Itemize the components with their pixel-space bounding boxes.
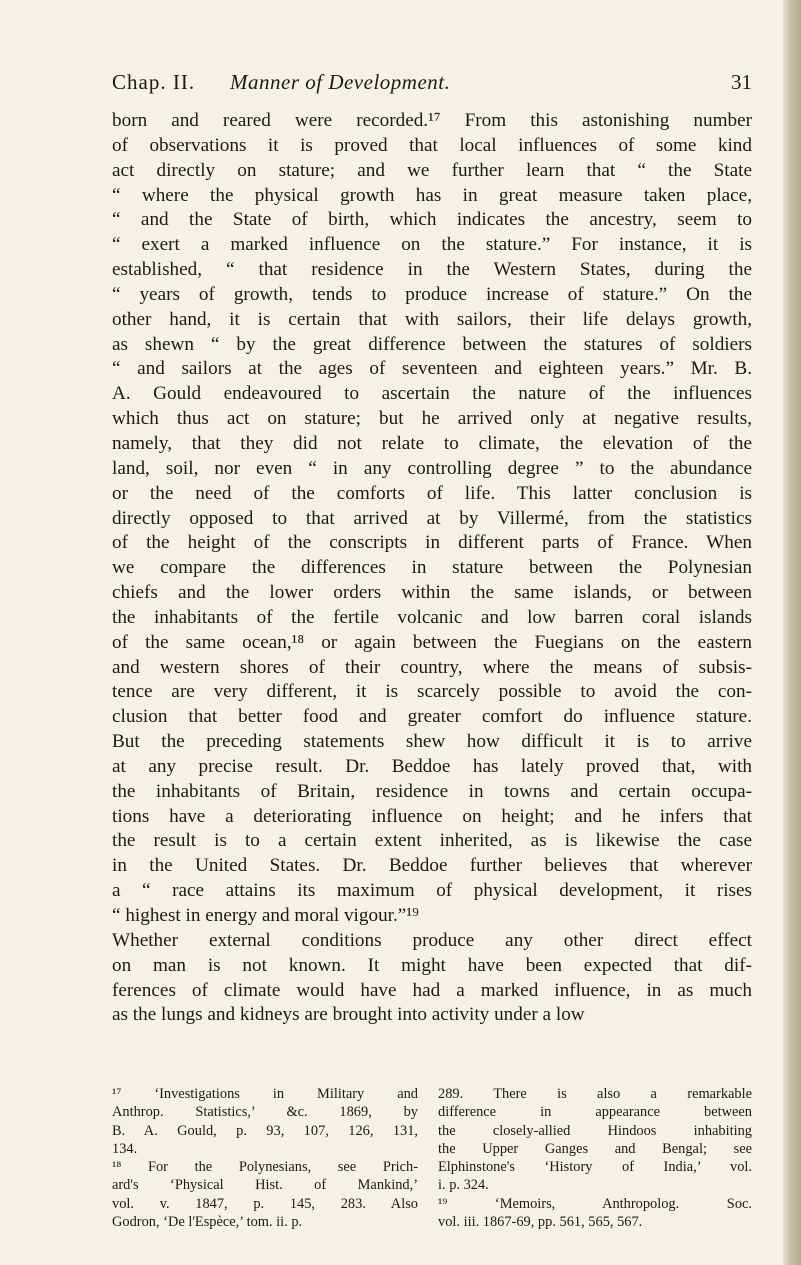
text-line: “ and the State of birth, which indicates the ancestry, seem to bbox=[112, 209, 752, 231]
text-line: act directly on stature; and we further learn that “ the State bbox=[112, 159, 752, 181]
text-line: “ where the physical growth has in great measure taken place, bbox=[112, 184, 752, 206]
footnote-line: vol. iii. 1867-69, pp. 561, 565, 567. bbox=[438, 1214, 643, 1231]
text-line: “ and sailors at the ages of seventeen and eighteen years.” Mr. B. bbox=[112, 358, 752, 380]
text-line: of the height of the conscripts in different parts of France. When bbox=[112, 532, 752, 554]
footnote-line: 134. bbox=[112, 1140, 138, 1157]
footnote-line: B. A. Gould, p. 93, 107, 126, 131, bbox=[112, 1122, 418, 1139]
footnote-line: ard's ‘Physical Hist. of Mankind,’ bbox=[112, 1177, 418, 1194]
text-line: land, soil, nor even “ in any controlling degree ” to the abundance bbox=[112, 457, 752, 479]
text-line: established, “ that residence in the Western States, during the bbox=[112, 259, 752, 281]
footnote-line: 289. There is also a remarkable bbox=[438, 1086, 752, 1102]
text-line: we compare the differences in stature between the Polynesian bbox=[112, 557, 752, 579]
footnote-line: ¹⁷ ‘Investigations in Military and bbox=[112, 1086, 418, 1102]
running-header bbox=[112, 70, 752, 96]
footnote-line: ¹⁹ ‘Memoirs, Anthropolog. Soc. bbox=[438, 1195, 752, 1212]
footnote-line: Anthrop. Statistics,’ &c. 1869, by bbox=[112, 1104, 418, 1121]
footnote-line: Elphinstone's ‘History of India,’ vol. bbox=[438, 1159, 752, 1176]
text-line: of observations it is proved that local influences of some kind bbox=[112, 134, 752, 156]
text-line: the inhabitants of the fertile volcanic and low barren coral islands bbox=[112, 606, 752, 628]
text-line: clusion that better food and greater comfort do influence stature. bbox=[112, 706, 752, 728]
text-line: or the need of the comforts of life. This latter conclusion is bbox=[112, 482, 752, 504]
footnotes-left-column bbox=[112, 1085, 418, 1231]
text-line: A. Gould endeavoured to ascertain the nature of the influences bbox=[112, 383, 752, 405]
footnotes-right-column bbox=[438, 1085, 752, 1231]
text-line: as the lungs and kidneys are brought into activity under a low bbox=[112, 1004, 585, 1026]
text-line: which thus act on stature; but he arrived only at negative results, bbox=[112, 408, 752, 430]
text-line: tence are very different, it is scarcely possible to avoid the con- bbox=[112, 681, 752, 703]
chapter-label: Chap. II. bbox=[112, 70, 196, 94]
text-line: in the United States. Dr. Beddoe further believes that wherever bbox=[112, 855, 752, 877]
text-line: “ years of growth, tends to produce increase of stature.” On the bbox=[112, 283, 752, 305]
page-number: 31 bbox=[731, 70, 752, 94]
text-line: other hand, it is certain that with sailors, their life delays growth, bbox=[112, 308, 752, 330]
text-line: born and reared were recorded.¹⁷ From this astonishing number bbox=[112, 110, 752, 131]
running-title: Manner of Development. bbox=[230, 70, 451, 94]
body-text bbox=[112, 109, 752, 1028]
text-line: ferences of climate would have had a marked influence, in as much bbox=[112, 979, 752, 1001]
text-line: and western shores of their country, where the means of subsis- bbox=[112, 656, 752, 678]
footnote-line: vol. v. 1847, p. 145, 283. Also bbox=[112, 1195, 418, 1212]
text-line: “ exert a marked influence on the stature.” For instance, it is bbox=[112, 234, 752, 256]
text-line: chiefs and the lower orders within the same islands, or between bbox=[112, 582, 752, 604]
text-line: directly opposed to that arrived at by Villermé, from the statistics bbox=[112, 507, 752, 529]
text-line: at any precise result. Dr. Beddoe has lately proved that, with bbox=[112, 755, 752, 777]
text-line: namely, that they did not relate to climate, the elevation of the bbox=[112, 432, 752, 454]
text-line: the inhabitants of Britain, residence in towns and certain occupa- bbox=[112, 780, 752, 802]
footnote-line: Godron, ‘De l'Espèce,’ tom. ii. p. bbox=[112, 1214, 303, 1231]
text-line: “ highest in energy and moral vigour.”¹⁹ bbox=[112, 905, 419, 926]
text-line: as shewn “ by the great difference between the statures of soldiers bbox=[112, 333, 752, 355]
text-line: tions have a deteriorating influence on height; and he infers that bbox=[112, 805, 752, 827]
text-line: the result is to a certain extent inherited, as is likewise the case bbox=[112, 830, 752, 852]
footnote-line: the closely-allied Hindoos inhabiting bbox=[438, 1122, 752, 1139]
text-line: of the same ocean,¹⁸ or again between the Fuegians on the eastern bbox=[112, 631, 752, 653]
text-line: a “ race attains its maximum of physical development, it rises bbox=[112, 880, 752, 902]
footnote-line: ¹⁸ For the Polynesians, see Prich- bbox=[112, 1159, 418, 1176]
text-line: Whether external conditions produce any other direct effect bbox=[112, 929, 752, 951]
page-edge bbox=[783, 0, 801, 1265]
text-line: on man is not known. It might have been expected that dif- bbox=[112, 954, 752, 976]
footnote-line: i. p. 324. bbox=[438, 1177, 489, 1194]
footnote-line: the Upper Ganges and Bengal; see bbox=[438, 1140, 752, 1157]
footnote-line: difference in appearance between bbox=[438, 1104, 752, 1121]
text-line: But the preceding statements shew how difficult it is to arrive bbox=[112, 731, 752, 753]
